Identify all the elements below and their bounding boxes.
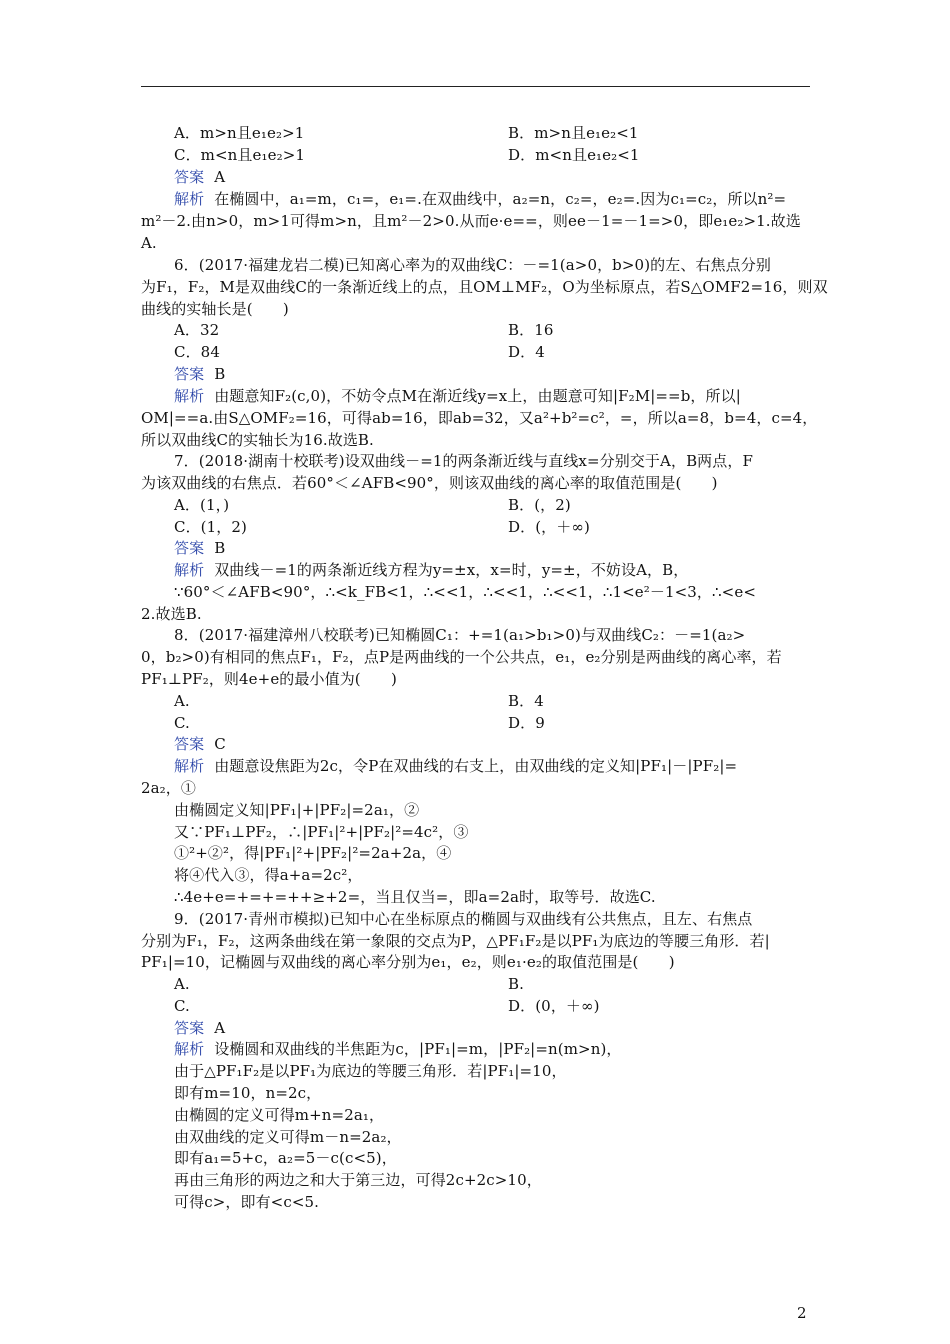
line-q5-answer <box>174 166 225 188</box>
line-q6-opt-c <box>174 341 220 363</box>
line-text: 即有m=10，n=2c， <box>174 1084 322 1102</box>
line-text: 分别为F₁，F₂，这两条曲线在第一象限的交点为P，△PF₁F₂是以PF₁为底边的等腰三角形．若| <box>141 932 770 950</box>
line-q9-stem-3 <box>141 951 675 973</box>
line-text: B. <box>508 975 524 993</box>
line-q6-stem-3 <box>141 298 289 320</box>
line-q9-sol-5 <box>174 1126 402 1148</box>
line-text: A．32 <box>174 321 220 339</box>
line-q7-sol-1 <box>174 559 688 581</box>
line-q9-opt-a <box>174 973 190 995</box>
line-q9-sol-7 <box>174 1169 542 1191</box>
line-text: B <box>214 539 226 557</box>
line-q5-opt-c <box>174 144 305 166</box>
line-text: PF₁|=10，记椭圆与双曲线的离心率分别为e₁，e₂，则e₁·e₂的取值范围是( ) <box>141 953 675 971</box>
line-q8-sol-7 <box>174 886 656 908</box>
answer-label: 答案 <box>174 735 205 753</box>
answer-label: 答案 <box>174 365 205 383</box>
line-q5-opt-b <box>508 122 639 144</box>
line-text: 8．(2017·福建漳州八校联考)已知椭圆C₁：+=1(a₁>b₁>0)与双曲线C₂：－=1(a₂> <box>174 626 746 644</box>
line-q6-opt-d <box>508 341 545 363</box>
line-text: 又∵PF₁⊥PF₂，∴|PF₁|²+|PF₂|²=4c²，③ <box>174 823 469 841</box>
line-text: B．16 <box>508 321 554 339</box>
line-text: B <box>214 365 226 383</box>
line-text: C．84 <box>174 343 220 361</box>
line-q6-opt-a <box>174 319 219 341</box>
line-text: 即有a₁=5+c，a₂=5－c(c<5)， <box>174 1149 397 1167</box>
line-q8-opt-b <box>508 690 544 712</box>
line-q8-sol-1 <box>174 755 737 777</box>
line-q9-opt-d <box>508 995 600 1017</box>
line-q9-sol-1 <box>174 1038 622 1060</box>
line-q9-opt-c <box>174 995 190 1017</box>
analysis-label: 解析 <box>174 561 205 579</box>
line-text: B．m>n且e₁e₂<1 <box>508 124 639 142</box>
line-q8-sol-4 <box>174 821 469 843</box>
line-text: A．(1，) <box>174 496 230 514</box>
line-text: 将④代入③，得a+a=2c²， <box>174 866 363 884</box>
line-q8-answer <box>174 733 226 755</box>
line-text: A. <box>141 234 157 252</box>
analysis-label: 解析 <box>174 1040 205 1058</box>
line-q7-opt-a <box>174 494 229 516</box>
line-text: A. <box>174 975 190 993</box>
line-text: 由题意设焦距为2c，令P在双曲线的右支上，由双曲线的定义知|PF₁|－|PF₂|= <box>214 757 738 775</box>
line-q8-stem-3 <box>141 668 397 690</box>
line-text: ①²+②²，得|PF₁|²+|PF₂|²=2a+2a，④ <box>174 844 452 862</box>
line-text: B．4 <box>508 692 544 710</box>
line-q7-answer <box>174 537 225 559</box>
line-text: m²－2.由n>0，m>1可得m>n，且m²－2>0.从而e·e==，则ee－1=－1=>0，即e₁e₂>1.故选 <box>141 212 801 230</box>
line-text: 设椭圆和双曲线的半焦距为c，|PF₁|=m，|PF₂|=n(m>n)， <box>214 1040 622 1058</box>
line-text: C．m<n且e₁e₂>1 <box>174 146 306 164</box>
line-text: PF₁⊥PF₂，则4e+e的最小值为( ) <box>141 670 397 688</box>
line-text: 在椭圆中，a₁=m，c₁=，e₁=.在双曲线中，a₂=n，c₂=，e₂=.因为c₁=c₂，所以n²= <box>214 190 787 208</box>
line-q9-opt-b <box>508 973 524 995</box>
line-text: 7．(2018·湖南十校联考)设双曲线－=1的两条渐近线与直线x=分别交于A，B两点，F <box>174 452 753 470</box>
line-q6-answer <box>174 363 225 385</box>
line-text: 为该双曲线的右焦点．若60°＜∠AFB<90°，则该双曲线的离心率的取值范围是( ) <box>141 474 718 492</box>
line-text: ∵60°＜∠AFB<90°，∴<k_FB<1，∴<<1，∴<<1，∴<<1，∴1<e²－1<3，∴<e< <box>174 583 756 601</box>
line-text: D．m<n且e₁e₂<1 <box>508 146 640 164</box>
line-text: 由双曲线的定义可得m－n=2a₂， <box>174 1128 402 1146</box>
line-q9-sol-8 <box>174 1191 319 1213</box>
line-text: 9．(2017·青州市模拟)已知中心在坐标原点的椭圆与双曲线有公共焦点，且左、右焦点 <box>174 910 753 928</box>
line-q6-sol-3 <box>141 429 374 451</box>
line-q9-sol-3 <box>174 1082 321 1104</box>
line-q6-sol-2 <box>141 407 817 429</box>
line-text: C．(1，2) <box>174 518 247 536</box>
line-text: 曲线的实轴长是( ) <box>141 300 289 318</box>
page-number: 2 <box>797 1304 807 1322</box>
header-rule <box>141 86 810 87</box>
line-text: 为F₁，F₂，M是双曲线C的一条渐近线上的点，且OM⊥MF₂，O为坐标原点，若S△OMF2=16，则双 <box>141 278 828 296</box>
line-text: C. <box>174 997 190 1015</box>
line-q5-sol-3 <box>141 232 157 254</box>
line-text: 6．(2017·福建龙岩二模)已知离心率为的双曲线C：－=1(a>0，b>0)的左、右焦点分别 <box>174 256 771 274</box>
line-q7-opt-c <box>174 516 247 538</box>
line-text: 0，b₂>0)有相同的焦点F₁，F₂，点P是两曲线的一个公共点，e₁，e₂分别是两曲线的离心率，若 <box>141 648 782 666</box>
line-q6-sol-1 <box>174 385 741 407</box>
line-q8-opt-c <box>174 712 190 734</box>
line-q6-stem-1 <box>174 254 771 276</box>
line-q9-stem-2 <box>141 930 770 952</box>
line-q7-stem-2 <box>141 472 718 494</box>
line-text: 由题意知F₂(c,0)，不妨令点M在渐近线y=x上，由题意可知|F₂M|==b，所以| <box>214 387 741 405</box>
line-q8-sol-5 <box>174 842 451 864</box>
line-text: 可得c>，即有<c<5. <box>174 1193 320 1211</box>
line-q5-sol-1 <box>174 188 786 210</box>
line-text: D．(，＋∞) <box>508 518 590 536</box>
answer-label: 答案 <box>174 1019 205 1037</box>
line-q7-opt-d <box>508 516 590 538</box>
line-text: A. <box>174 692 190 710</box>
line-q6-stem-2 <box>141 276 828 298</box>
line-text: 2a₂，① <box>141 779 196 797</box>
analysis-label: 解析 <box>174 757 205 775</box>
line-text: C <box>214 735 226 753</box>
line-q7-opt-b <box>508 494 571 516</box>
line-text: 2.故选B. <box>141 605 202 623</box>
line-text: 由于△PF₁F₂是以PF₁为底边的等腰三角形．若|PF₁|=10， <box>174 1062 567 1080</box>
answer-label: 答案 <box>174 168 205 186</box>
line-q9-sol-4 <box>174 1104 384 1126</box>
line-text: B．(，2) <box>508 496 571 514</box>
line-text: A．m>n且e₁e₂>1 <box>174 124 305 142</box>
line-q8-sol-2 <box>141 777 196 799</box>
analysis-label: 解析 <box>174 190 205 208</box>
line-text: 由椭圆的定义可得m+n=2a₁， <box>174 1106 385 1124</box>
line-text: D．(0，＋∞) <box>508 997 600 1015</box>
line-q7-stem-1 <box>174 450 753 472</box>
line-text: ∴4e+e=+=+=++≥+2=，当且仅当=，即a=2a时，取等号．故选C. <box>174 888 656 906</box>
line-text: 所以双曲线C的实轴长为16.故选B. <box>141 431 374 449</box>
line-text: OM|==a.由S△OMF₂=16，可得ab=16，即ab=32，又a²+b²=c²，=，所以a=8，b=4，c=4， <box>141 409 818 427</box>
line-q8-sol-3 <box>174 799 419 821</box>
line-text: C. <box>174 714 190 732</box>
line-q7-sol-3 <box>141 603 202 625</box>
line-q8-sol-6 <box>174 864 362 886</box>
line-text: 由椭圆定义知|PF₁|+|PF₂|=2a₁，② <box>174 801 420 819</box>
line-q9-sol-6 <box>174 1147 397 1169</box>
line-text: D．4 <box>508 343 545 361</box>
line-q9-stem-1 <box>174 908 752 930</box>
line-q9-answer <box>174 1017 225 1039</box>
line-q5-sol-2 <box>141 210 801 232</box>
line-text: A <box>214 1019 226 1037</box>
line-text: 再由三角形的两边之和大于第三边，可得2c+2c>10， <box>174 1171 542 1189</box>
line-q8-stem-1 <box>174 624 745 646</box>
line-q8-opt-d <box>508 712 545 734</box>
answer-label: 答案 <box>174 539 205 557</box>
line-text: D．9 <box>508 714 545 732</box>
line-q6-opt-b <box>508 319 554 341</box>
analysis-label: 解析 <box>174 387 205 405</box>
line-q5-opt-a <box>174 122 304 144</box>
line-q7-sol-2 <box>174 581 756 603</box>
line-q9-sol-2 <box>174 1060 567 1082</box>
line-q8-stem-2 <box>141 646 782 668</box>
line-text: 双曲线－=1的两条渐近线方程为y=±x，x=时，y=±，不妨设A，B， <box>214 561 689 579</box>
line-text: A <box>214 168 226 186</box>
line-q8-opt-a <box>174 690 190 712</box>
line-q5-opt-d <box>508 144 640 166</box>
